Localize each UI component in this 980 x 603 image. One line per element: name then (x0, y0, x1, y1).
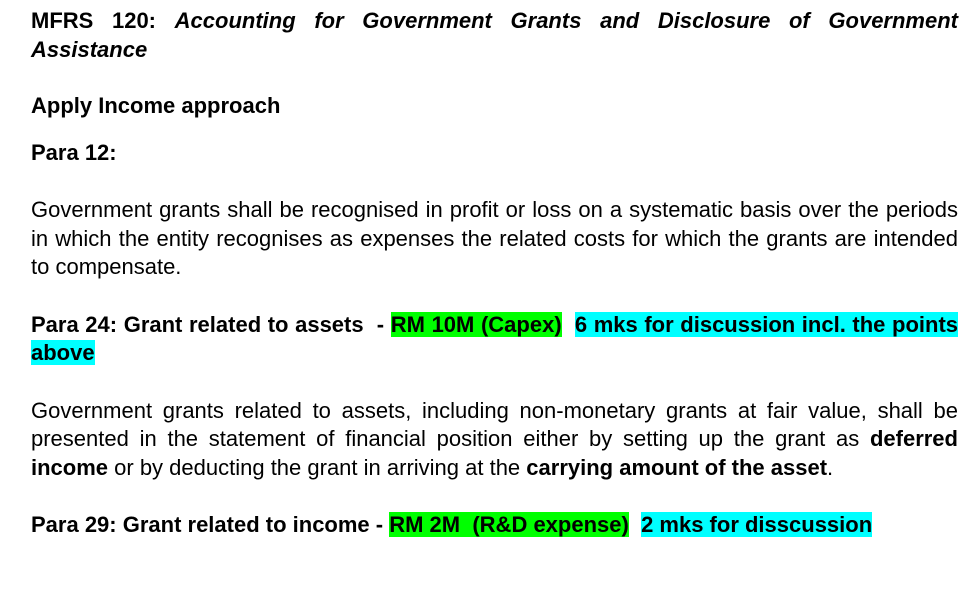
para29-heading (31, 511, 958, 540)
para24-deferred-income: deferred income (31, 426, 958, 480)
para24-text-part2: or by deducting the grant in arriving at the (108, 454, 527, 480)
document-page (31, 7, 958, 540)
para24-carrying-amount: carrying amount of the asset (526, 454, 828, 480)
approach-heading: Apply Income approach (31, 93, 281, 118)
para12-heading: Para 12: (31, 139, 117, 165)
para24-heading (31, 311, 958, 368)
para29-heading-label: Para 29: Grant related to income - (31, 512, 390, 537)
para24-text (31, 397, 958, 483)
para24-amount-highlight: RM 10M (Capex) (390, 311, 562, 337)
para24-marks-highlight: 6 mks for discussion incl. the points above (31, 311, 959, 365)
title-standard-code: MFRS 120: (31, 8, 175, 33)
para29-marks-highlight: 2 mks for disscussion (641, 512, 873, 537)
para29-amount-highlight: RM 2M (R&D expense) (389, 512, 629, 537)
title-standard-name: Accounting for Government Grants and Disclosure of Government Assistance (31, 8, 958, 62)
para24-heading-label: Para 24: Grant related to assets - (31, 311, 391, 337)
para12-text: Government grants shall be recognised in profit or loss on a systematic basis over the periods in which the entity recognises as expenses the related costs for which the grants are intended to compensate. (31, 197, 958, 279)
document-title (31, 7, 958, 64)
para24-text-part3: . (827, 454, 834, 480)
para24-text-part1: Government grants related to assets, including non-monetary grants at fair value, shall be presented in the statement of financial position either by setting up the grant as (31, 397, 958, 451)
